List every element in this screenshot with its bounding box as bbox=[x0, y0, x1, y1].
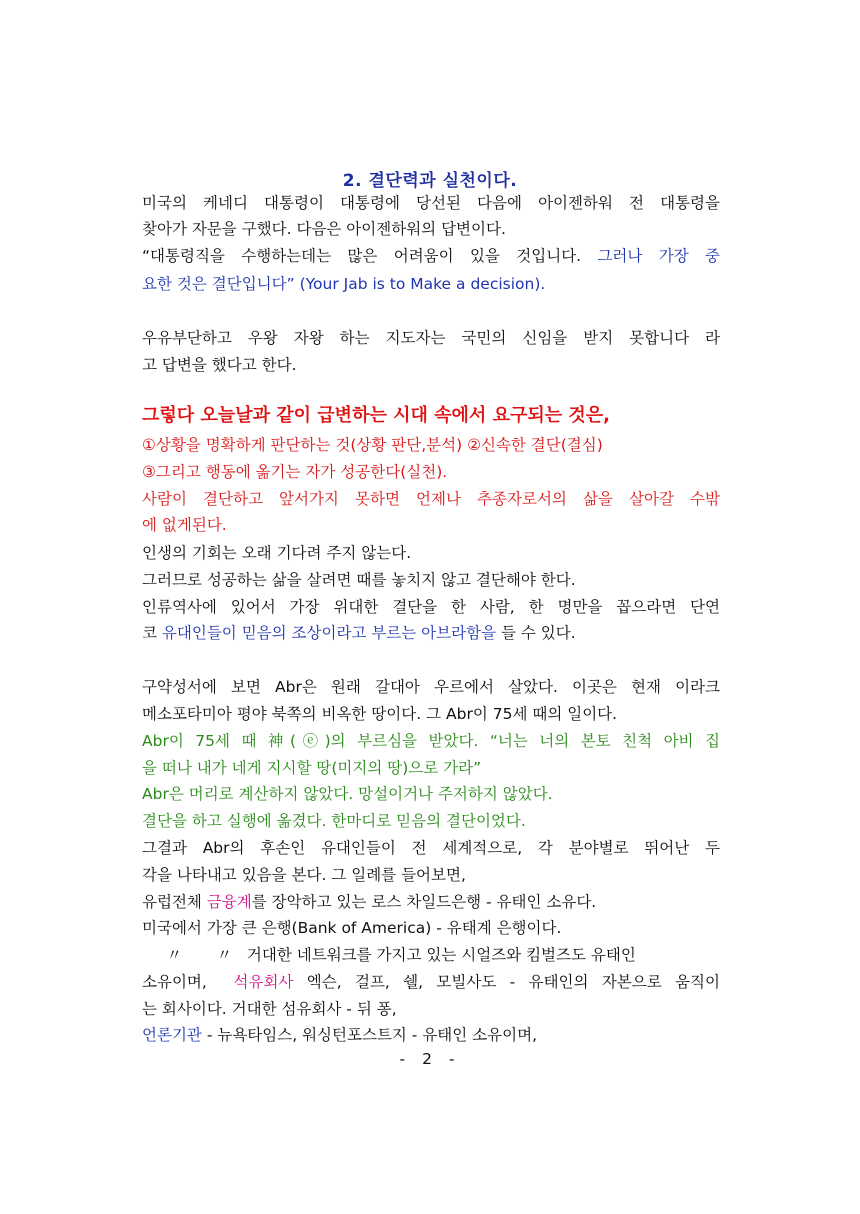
text-line: 그러므로 성공하는 삶을 살려면 때를 놓치지 않고 결단해야 한다. bbox=[142, 571, 576, 589]
section-title: 2. 결단력과 실천이다. bbox=[342, 171, 518, 191]
emphasis-heading: 그렇다 오늘날과 같이 급변하는 시대 속에서 요구되는 것은, bbox=[142, 405, 611, 426]
text-line: 요한 것은 결단입니다” (Your Jab is to Make a decision). bbox=[142, 275, 546, 293]
text-line: 우유부단하고 우왕 자왕 하는 지도자는 국민의 신임을 받지 못합니다 라 bbox=[142, 329, 720, 347]
text-line: 는 회사이다. 거대한 섬유회사 - 뒤 퐁, bbox=[142, 1000, 397, 1018]
text-line: 인생의 기회는 오래 기다려 주지 않는다. bbox=[142, 544, 412, 562]
text-line: 각을 나타내고 있음을 본다. 그 일례를 들어보면, bbox=[142, 866, 466, 884]
text-span: 소유이며, bbox=[142, 973, 234, 991]
text-line: 메소포타미아 평야 북쪽의 비옥한 땅이다. 그 Abr이 75세 때의 일이다. bbox=[142, 705, 618, 723]
text-line: 사람이 결단하고 앞서가지 못하면 언제나 추종자로서의 삶을 살아갈 수밖 bbox=[142, 490, 720, 508]
text-line bbox=[142, 972, 720, 992]
text-line bbox=[142, 892, 720, 912]
text-span: 유럽전체 bbox=[142, 893, 207, 911]
text-span: 엑슨, 걸프, 쉘, 모빌사도 - 유태인의 자본으로 움직이 bbox=[293, 973, 720, 991]
text-line: Abr은 머리로 계산하지 않았다. 망설이거나 주저하지 않았다. bbox=[142, 785, 553, 803]
text-span-blue: 그러나 가장 중 bbox=[597, 247, 720, 265]
text-line: 찾아가 자문을 구했다. 다음은 아이젠하워의 답변이다. bbox=[142, 220, 506, 238]
text-line bbox=[142, 623, 720, 643]
text-line: 구약성서에 보면 Abr은 원래 갈대아 우르에서 살았다. 이곳은 현재 이라크 bbox=[142, 678, 720, 696]
text-span: 를 장악하고 있는 로스 차일드은행 - 유태인 소유다. bbox=[251, 893, 597, 911]
text-line: 을 떠나 내가 네게 지시할 땅(미지의 땅)으로 가라” bbox=[142, 759, 482, 777]
text-line bbox=[142, 246, 720, 266]
page-number: - 2 - bbox=[399, 1050, 461, 1068]
text-line: 〃 〃 거대한 네트워크를 가지고 있는 시얼즈와 킴벌즈도 유태인 bbox=[142, 946, 636, 964]
text-line: 결단을 하고 실행에 옮겼다. 한마디로 믿음의 결단이었다. bbox=[142, 812, 526, 830]
text-line: 그결과 Abr의 후손인 유대인들이 전 세계적으로, 각 분야별로 뛰어난 두 bbox=[142, 839, 720, 857]
text-line bbox=[142, 1025, 720, 1045]
text-span: 코 bbox=[142, 624, 162, 642]
text-span-blue: 언론기관 bbox=[142, 1026, 202, 1044]
text-span-magenta: 석유회사 bbox=[233, 973, 294, 991]
text-line: 에 없게된다. bbox=[142, 516, 227, 534]
text-line: ③그리고 행동에 옮기는 자가 성공한다(실천). bbox=[142, 463, 448, 481]
text-span: “대통령직을 수행하는데는 많은 어려움이 있을 것입니다. bbox=[142, 247, 598, 265]
text-span-blue: 유대인들이 믿음의 조상이라고 부르는 아브라함을 bbox=[161, 624, 497, 642]
text-line: 미국에서 가장 큰 은행(Bank of America) - 유태계 은행이다. bbox=[142, 919, 562, 937]
text-span: 들 수 있다. bbox=[496, 624, 576, 642]
text-line: 고 답변을 했다고 한다. bbox=[142, 356, 297, 374]
text-line: 미국의 케네디 대통령이 대통령에 당선된 다음에 아이젠하워 전 대통령을 bbox=[142, 194, 720, 212]
text-span: - 뉴욕타임스, 워싱턴포스트지 - 유태인 소유이며, bbox=[201, 1026, 537, 1044]
text-line: ①상황을 명확하게 판단하는 것(상황 판단,분석) ②신속한 결단(결심) bbox=[142, 436, 603, 454]
text-line: 인류역사에 있어서 가장 위대한 결단을 한 사람, 한 명만을 꼽으라면 단연 bbox=[142, 598, 720, 616]
text-span-magenta: 금융계 bbox=[206, 893, 252, 911]
text-line: Abr이 75세 때 神(ⓔ)의 부르심을 받았다. “너는 너의 본토 친척 아비 집 bbox=[142, 732, 720, 750]
